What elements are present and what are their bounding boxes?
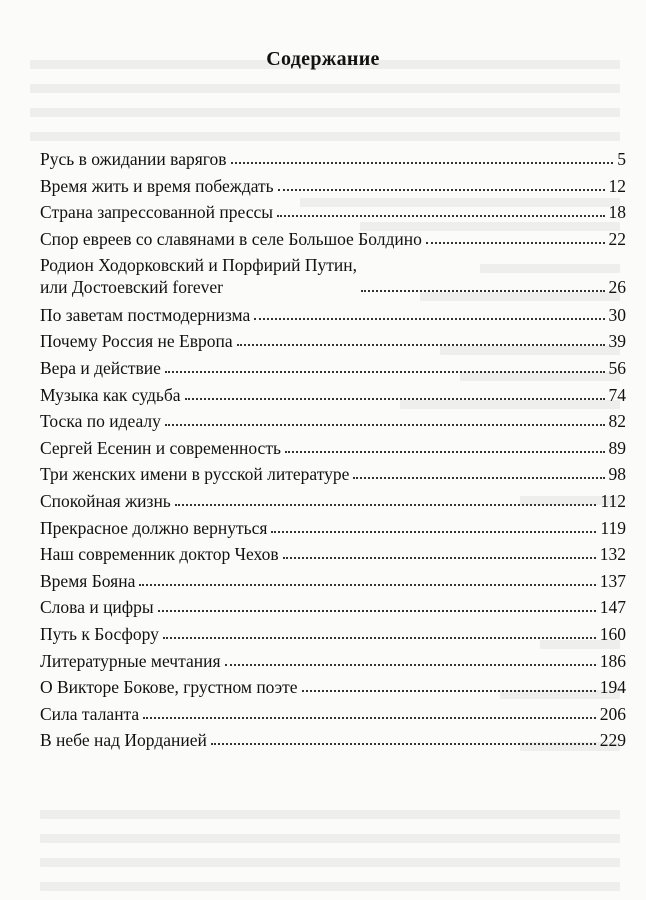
toc-leader-dots bbox=[225, 664, 596, 666]
toc-entry bbox=[40, 357, 626, 379]
toc-entry-title: Наш современник доктор Чехов bbox=[40, 544, 279, 565]
toc-entry-page-number: 39 bbox=[608, 331, 626, 352]
toc-entry bbox=[40, 676, 626, 698]
toc-entry-page-number: 98 bbox=[608, 464, 626, 485]
toc-leader-dots bbox=[283, 557, 596, 559]
toc-entry-title: Сергей Есенин и современность bbox=[40, 437, 281, 458]
toc-leader-dots bbox=[231, 162, 614, 164]
toc-entry-title: Почему Россия не Европа bbox=[40, 331, 233, 352]
toc-entry bbox=[40, 410, 626, 432]
toc-entry-title: Время жить и время побеждать bbox=[40, 175, 274, 196]
toc-entry bbox=[40, 650, 626, 672]
toc-entry-title: Слова и цифры bbox=[40, 597, 154, 618]
toc-leader-dots bbox=[277, 215, 604, 217]
toc-entry-page-number: 132 bbox=[599, 544, 626, 565]
toc-entry bbox=[40, 201, 626, 223]
toc-entry-page-number: 30 bbox=[608, 304, 626, 325]
toc-entry-title: Вера и действие bbox=[40, 358, 161, 379]
toc-leader-dots bbox=[163, 637, 596, 639]
toc-entry bbox=[40, 330, 626, 352]
toc-entry bbox=[40, 463, 626, 485]
toc-leader-dots bbox=[175, 504, 597, 506]
toc-leader-dots bbox=[302, 690, 596, 692]
toc-entry bbox=[40, 148, 626, 170]
toc-leader-dots bbox=[237, 344, 605, 346]
toc-entry bbox=[40, 570, 626, 592]
toc-entry bbox=[40, 490, 626, 512]
toc-leader-dots bbox=[165, 371, 605, 373]
toc-leader-dots bbox=[185, 398, 605, 400]
toc-entry-page-number: 194 bbox=[599, 677, 626, 698]
toc-entry-page-number: 26 bbox=[608, 277, 626, 298]
toc-entry bbox=[40, 304, 626, 326]
toc-entry-title: Русь в ожидании варягов bbox=[40, 149, 227, 169]
toc-leader-dots bbox=[254, 318, 604, 320]
toc-entry bbox=[40, 703, 626, 725]
toc-entry bbox=[40, 228, 626, 250]
toc-entry bbox=[40, 596, 626, 618]
toc-entry-title: В небе над Иорданией bbox=[40, 730, 207, 751]
toc-entry-title: Прекрасное должно вернуться bbox=[40, 517, 268, 538]
toc-entry-title: Путь к Босфору bbox=[40, 624, 159, 644]
toc-entry-title: Тоска по идеалу bbox=[40, 411, 161, 432]
table-of-contents bbox=[40, 148, 626, 756]
toc-leader-dots bbox=[353, 477, 604, 479]
toc-leader-dots bbox=[158, 610, 596, 612]
toc-entry-page-number: 229 bbox=[599, 730, 626, 751]
toc-entry-page-number: 22 bbox=[608, 228, 626, 249]
toc-entry bbox=[40, 729, 626, 751]
toc-entry bbox=[40, 175, 626, 197]
toc-leader-dots bbox=[278, 189, 605, 191]
toc-entry bbox=[40, 437, 626, 459]
toc-entry-title: О Викторе Бокове, грустном поэте bbox=[40, 677, 298, 698]
toc-entry bbox=[40, 543, 626, 565]
toc-entry-title: Спокойная жизнь bbox=[40, 491, 171, 512]
toc-leader-dots bbox=[165, 424, 605, 426]
toc-entry-page-number: 89 bbox=[608, 437, 626, 458]
toc-entry-title: Страна запрессованной прессы bbox=[40, 202, 274, 223]
toc-entry-title: Сила таланта bbox=[40, 703, 140, 724]
toc-leader-dots bbox=[271, 531, 596, 533]
toc-entry-title: Спор евреев со славянами в селе Большое Болдино bbox=[40, 228, 422, 249]
toc-entry-title: Музыка как судьба bbox=[40, 384, 181, 405]
toc-entry-page-number: 112 bbox=[600, 491, 626, 512]
toc-entry-page-number: 160 bbox=[599, 624, 626, 644]
toc-entry bbox=[40, 623, 626, 645]
toc-entry-title: Время Бояна bbox=[40, 570, 136, 591]
toc-entry-title: Родион Ходорковский и Порфирий Путин, или Достоевский forever bbox=[40, 255, 357, 298]
toc-leader-dots bbox=[285, 451, 605, 453]
toc-entry-page-number: 119 bbox=[600, 517, 626, 538]
toc-entry-page-number: 147 bbox=[599, 597, 626, 618]
toc-entry-title: По заветам постмодернизма bbox=[40, 304, 251, 325]
toc-leader-dots bbox=[143, 717, 596, 719]
toc-leader-dots bbox=[361, 290, 605, 292]
toc-entry-page-number: 186 bbox=[599, 650, 626, 671]
toc-entry-title: Литературные мечтания bbox=[40, 650, 221, 671]
toc-entry-page-number: 12 bbox=[608, 175, 626, 196]
toc-entry-title: Три женских имени в русской литературе bbox=[40, 464, 350, 485]
toc-entry-page-number: 74 bbox=[608, 384, 626, 405]
toc-leader-dots bbox=[426, 242, 605, 244]
toc-leader-dots bbox=[139, 584, 595, 586]
toc-entry-page-number: 137 bbox=[599, 570, 626, 591]
toc-entry bbox=[40, 384, 626, 406]
toc-entry bbox=[40, 517, 626, 539]
toc-entry-page-number: 56 bbox=[608, 358, 626, 379]
toc-entry-page-number: 206 bbox=[599, 703, 626, 724]
toc-entry-page-number: 82 bbox=[608, 411, 626, 432]
toc-leader-dots bbox=[211, 743, 596, 745]
page-title: Содержание bbox=[266, 48, 380, 70]
toc-entry bbox=[40, 254, 626, 298]
toc-entry-page-number: 18 bbox=[608, 202, 626, 223]
toc-entry-page-number: 5 bbox=[617, 149, 626, 169]
